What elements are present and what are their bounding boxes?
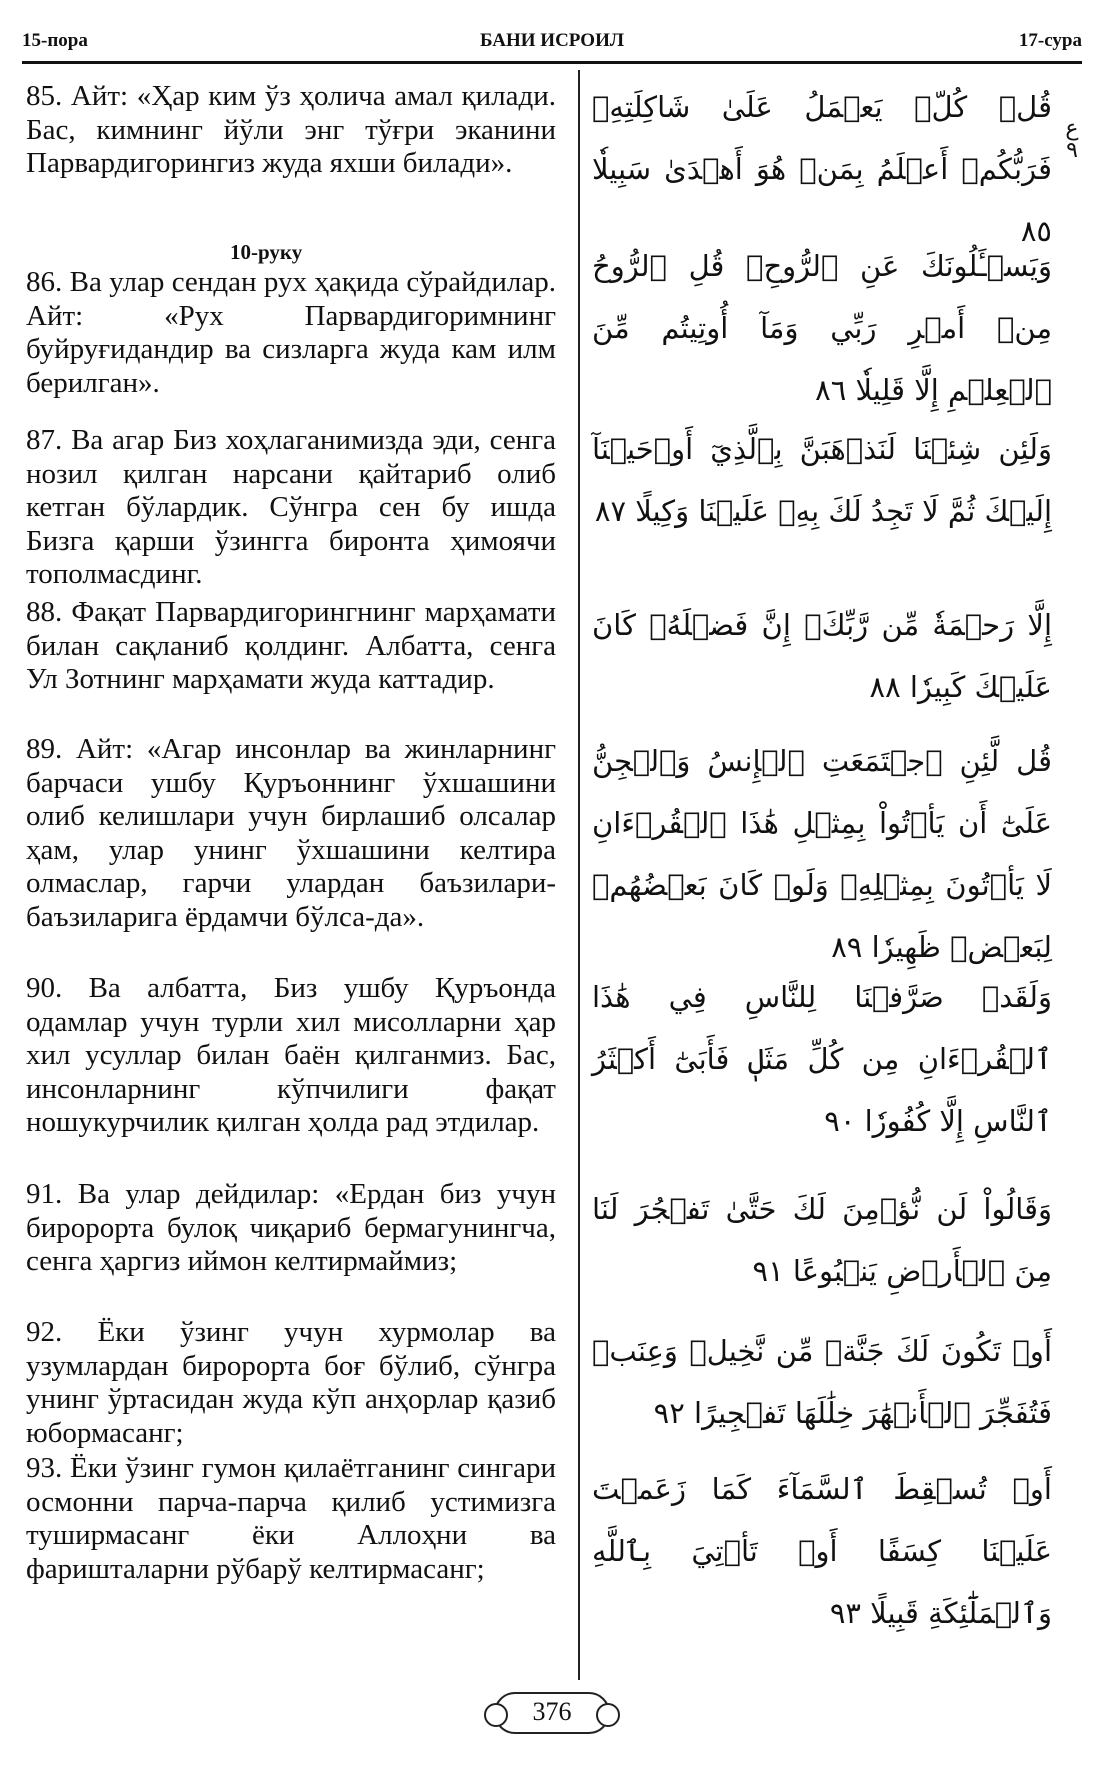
translation-85: 85. Айт: «Ҳар ким ўз ҳолича амал қилади. Бас, кимнинг йўли энг тўғри эканини Парвардигорингиз жуда яхши билади». (26, 80, 556, 179)
page-header (22, 28, 1082, 62)
arabic-85: قُلۡ كُلّٞ يَعۡمَلُ عَلَىٰ شَاكِلَتِهِۦ فَرَبُّكُمۡ أَعۡلَمُ بِمَنۡ هُوَ أَهۡدَىٰ سَبِيلٗا ٨٥ (592, 90, 1052, 248)
arabic-91: وَقَالُواْ لَن نُّؤۡمِنَ لَكَ حَتَّىٰ تَفۡجُرَ لَنَا مِنَ ٱلۡأَرۡضِ يَنۢبُوعًا ٩١ (592, 1192, 1052, 1288)
juz-label: 15-пора (22, 30, 88, 51)
arabic-88: إِلَّا رَحۡمَةٗ مِّن رَّبِّكَۚ إِنَّ فَضۡلَهُۥ كَانَ عَلَيۡكَ كَبِيرٗا ٨٨ (592, 608, 1052, 704)
translation-86: 86. Ва улар сендан рух ҳақида сўрайдилар. Айт: «Рух Парвардигоримнинг буйруғидандир ва сизларга жуда кам илм берилган». (26, 266, 556, 399)
translation-89: 89. Айт: «Агар инсонлар ва жинларнинг барчаси ушбу Қуръоннинг ўхшашини олиб келишлари учун бирлашиб олсалар ҳам, улар унинг ўхшашини келтира олмаслар, гарчи улардан баъзилари-баъзиларига ёрдамчи бўлса-да». (26, 733, 556, 933)
translation-93: 93. Ёки ўзинг гумон қилаётганинг сингари осмонни парча-парча қилиб устимизга туширмасанг ёки Аллоҳни ва фаришталарни рўбарў келтирмасанг; (26, 1452, 556, 1585)
arabic-93: أَوۡ تُسۡقِطَ ٱلسَّمَآءَ كَمَا زَعَمۡتَ عَلَيۡنَا كِسَفًا أَوۡ تَأۡتِيَ بِٱللَّهِ وَٱلۡمَلَٰٓئِكَةِ قَبِيلًا ٩٣ (592, 1472, 1052, 1630)
arabic-90: وَلَقَدۡ صَرَّفۡنَا لِلنَّاسِ فِي هَٰذَا ٱلۡقُرۡءَانِ مِن كُلِّ مَثَلٖ فَأَبَىٰٓ أَكۡثَرُ ٱلنَّاسِ إِلَّا كُفُورٗا ٩٠ (592, 980, 1052, 1138)
surah-title: БАНИ ИСРОИЛ (479, 30, 625, 51)
arabic-86: وَيَسۡـَٔلُونَكَ عَنِ ٱلرُّوحِۖ قُلِ ٱلرُّوحُ مِنۡ أَمۡرِ رَبِّي وَمَآ أُوتِيتُم مِّنَ ٱلۡعِلۡمِ إِلَّا قَلِيلٗا ٨٦ (592, 249, 1052, 407)
header-rule (22, 61, 1082, 64)
column-divider (578, 70, 580, 1680)
surah-number: 17-сура (1018, 30, 1082, 51)
translation-88: 88. Фақат Парвардигорингнинг марҳамати билан сақланиб қолдинг. Албатта, сенга Ул Зотнинг марҳамати жуда каттадир. (26, 596, 556, 695)
page-number: 376 (532, 1697, 572, 1726)
arabic-87: وَلَئِن شِئۡنَا لَنَذۡهَبَنَّ بِٱلَّذِيٓ أَوۡحَيۡنَآ إِلَيۡكَ ثُمَّ لَا تَجِدُ لَكَ بِهِۦ عَلَيۡنَا وَكِيلًا ٨٧ (592, 432, 1052, 528)
translation-91: 91. Ва улар дейдилар: «Ердан биз учун биророрта булоқ чиқариб бермагунингча, сенга ҳаргиз иймон келтирмаймиз; (26, 1178, 556, 1277)
page-number-ornament (494, 1692, 610, 1734)
arabic-89: قُل لَّئِنِ ٱجۡتَمَعَتِ ٱلۡإِنسُ وَٱلۡجِنُّ عَلَىٰٓ أَن يَأۡتُواْ بِمِثۡلِ هَٰذَا ٱلۡقُرۡءَانِ لَا يَأۡتُونَ بِمِثۡلِهِۦ وَلَوۡ كَانَ بَعۡضُهُمۡ لِبَعۡضٖ ظَهِيرٗا ٨٩ (592, 744, 1052, 964)
translation-90: 90. Ва албатта, Биз ушбу Қуръонда одамлар учун турли хил мисолларни ҳар хил усуллар билан баён қилганмиз. Бас, инсонларнинг кўпчилиги фақат ношукурчилик қилган ҳолда рад этдилар. (26, 972, 556, 1138)
arabic-92: أَوۡ تَكُونَ لَكَ جَنَّةٞ مِّن نَّخِيلٖ وَعِنَبٖ فَتُفَجِّرَ ٱلۡأَنۡهَٰرَ خِلَٰلَهَا تَفۡجِيرًا ٩٢ (592, 1334, 1052, 1430)
translation-87: 87. Ва агар Биз хоҳлаганимизда эди, сенга нозил қилган нарсани қайтариб олиб кетган бўлардик. Сўнгра сен бу ишда Бизга қарши ўзингга биронта ҳимоячи тополмасдинг. (26, 424, 556, 590)
ruku-heading: 10-руку (230, 240, 303, 264)
translation-92: 92. Ёки ўзинг учун хурмолар ва узумлардан биророрта боғ бўлиб, сўнгра унинг ўртасидан жуда кўп анҳорлар қазиб юбормасанг; (26, 1316, 556, 1449)
ruku-marker: ع ٩ (1065, 116, 1079, 163)
